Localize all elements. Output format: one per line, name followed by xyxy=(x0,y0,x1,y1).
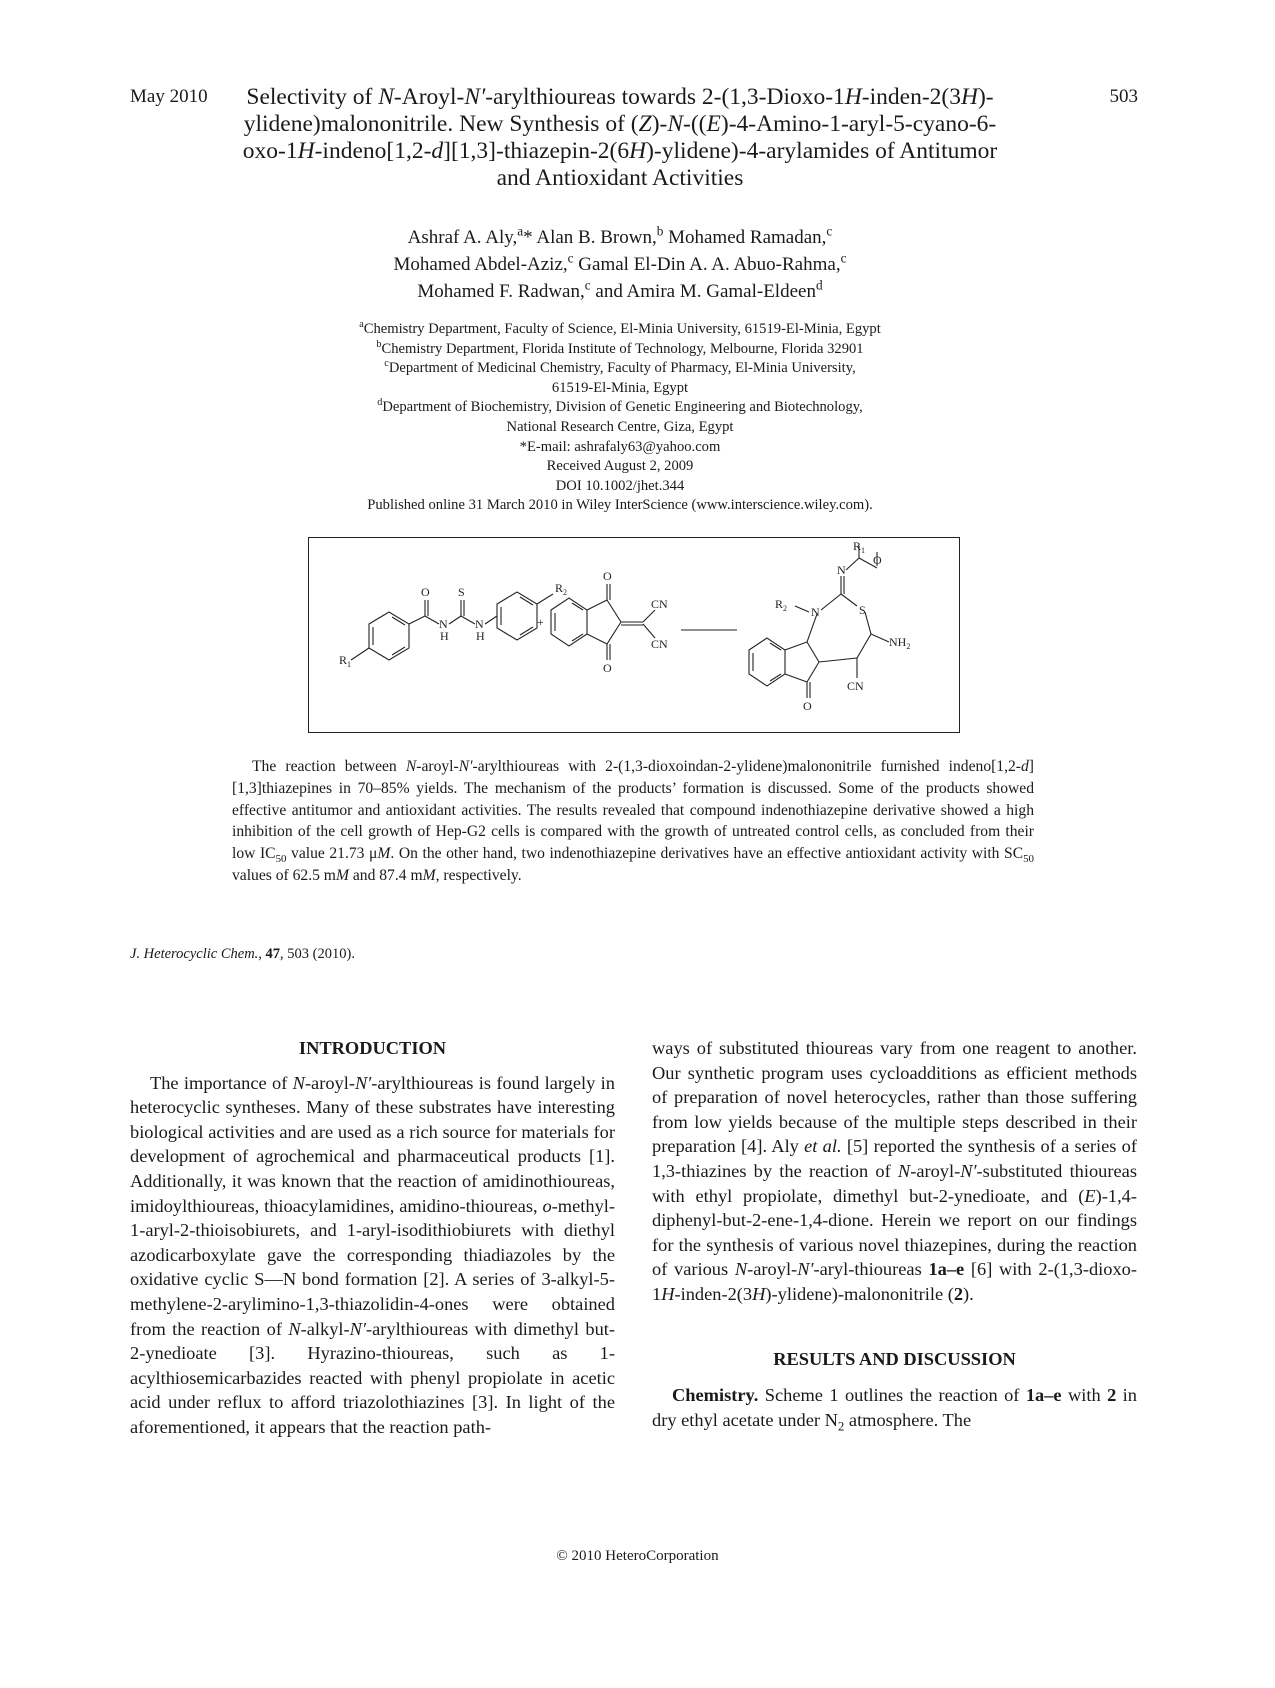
plus-sign: + xyxy=(537,615,544,629)
author: Mohamed Ramadan,$^c$ xyxy=(668,223,833,248)
results-paragraph: Chemistry. Scheme 1 outlines the reaction of 1a–e with 2 in dry ethyl acetate under $N_2$ atmosphere. The xyxy=(652,1385,1137,1434)
right-column xyxy=(652,1036,1137,1432)
imine-n-label: N xyxy=(837,563,846,577)
abstract: The reaction between N-aroyl-N′-arylthioureas with 2-(1,3-dioxoindan-2-ylidene)malononitrile furnished indeno[1,2-d][1,3]thiazepines in 70–85% yields. The mechanism of the products’ formation is discussed. Some of the products showed effective antitumor and antioxidant activities. The results revealed that compound indenothiazepine derivative showed a high inhibition of the cell growth of Hep-G2 cells is compared with the growth of untreated control cells, as concluded from their low $IC_{50}$ value 21.73 μM. On the other hand, two indenothiazepine derivatives have an effective antioxidant activity with $SC_{50}$ values of 62.5 mM and 87.4 mM, respectively. xyxy=(232,758,1034,884)
product-cn-label: CN xyxy=(847,679,864,693)
nh-h2-label: H xyxy=(476,629,485,643)
indane-benzene-ring xyxy=(551,598,587,646)
product-r1-label: $R_1$ xyxy=(853,539,866,555)
author: and Amira M. Gamal-Eldeen$^d$ xyxy=(595,277,823,302)
left-column xyxy=(130,1036,615,1440)
journal-citation: J. Heterocyclic Chem., 47, 503 (2010). xyxy=(130,946,355,962)
dione-o-top: O xyxy=(603,569,612,583)
article-title: Selectivity of N-Aroyl-N′-arylthioureas towards 2-(1,3-Dioxo-1H-inden-2(3H)-ylidene)malononitrile. New Synthesis of (Z)-N-((E)-4-Amino-1-aryl-5-cyano-6-oxo-1H-indeno[1,2-d][1,3]-thiazepin-2(6H)-ylidene)-4-arylamides of Antitumor and Antioxidant Activities xyxy=(242,84,998,191)
cn-top-label: CN xyxy=(651,597,668,611)
author: Gamal El-Din A. A. Abuo-Rahma,$^c$ xyxy=(578,250,847,275)
author-list xyxy=(240,224,1000,305)
author: Mohamed Abdel-Aziz,$^c$ xyxy=(393,250,574,275)
author: Ashraf A. Aly,$^a$* xyxy=(407,223,533,248)
product-benzene-ring xyxy=(749,638,785,686)
author: Alan B. Brown,$^b$ xyxy=(536,223,664,248)
dione-o-bottom: O xyxy=(603,661,612,675)
cn-bottom-label: CN xyxy=(651,637,668,651)
copyright-footer: © 2010 HeteroCorporation xyxy=(556,1548,719,1564)
scheme-drawing xyxy=(309,538,961,734)
affiliation: $^b$Chemistry Department, Florida Institute of Technology, Melbourne, Florida 32901 xyxy=(376,338,864,357)
affiliations xyxy=(240,320,1000,516)
ring-s-label: S xyxy=(859,603,866,617)
benzene-ring-r2 xyxy=(497,592,537,640)
carbonyl-o-label: O xyxy=(421,585,430,599)
nh-n2-label: N xyxy=(475,617,484,631)
nh-n-label: N xyxy=(439,617,448,631)
affiliation: $^d$Department of Biochemistry, Division of Genetic Engineering and Biotechnology, National Research Centre, Giza, Egypt xyxy=(377,397,863,435)
amide-o-label: O xyxy=(873,553,882,567)
affiliation: $^c$Department of Medicinal Chemistry, Faculty of Pharmacy, El-Minia University, 61519-El-Minia, Egypt xyxy=(384,358,856,396)
introduction-continued: ways of substituted thioureas vary from one reagent to another. Our synthetic program uses cycloadditions as efficient methods of preparation of novel heterocycles, rather than those suffering from low yields because of the multiple steps described in their preparation [4]. Aly et al. [5] reported the synthesis of a series of 1,3-thiazines by the reaction of N-aroyl-N′-substituted thioureas with ethyl propiolate, dimethyl but-2-ynedioate, and (E)-1,4-diphenyl-but-2-ene-1,4-dione. Herein we report on our findings for the synthesis of various novel thiazepines, during the reaction of various N-aroyl-N′-aryl-thioureas 1a–e [6] with 2-(1,3-dioxo-1H-inden-2(3H)-ylidene)-malononitrile (2). xyxy=(652,1038,1137,1304)
affiliation: $^a$Chemistry Department, Faculty of Science, El-Minia University, 61519-El-Minia, Egypt xyxy=(359,319,881,337)
nh2-label: $NH_2$ xyxy=(889,635,911,651)
reaction-scheme xyxy=(308,537,960,733)
product-o-label: O xyxy=(803,699,812,713)
email[interactable]: *E-mail: ashrafaly63@yahoo.com xyxy=(519,438,721,455)
r1-label: $R_1$ xyxy=(339,653,352,669)
results-heading: RESULTS AND DISCUSSION xyxy=(773,1348,1016,1369)
benzene-ring-r1 xyxy=(369,612,409,660)
received-date: Received August 2, 2009 xyxy=(546,458,694,475)
page-number: 503 xyxy=(1109,86,1138,107)
running-date: May 2010 xyxy=(130,86,208,107)
r2-label: $R_2$ xyxy=(555,581,568,597)
thio-s-label: S xyxy=(458,585,465,599)
doi[interactable]: DOI 10.1002/jhet.344 xyxy=(555,477,685,494)
nh-h-label: H xyxy=(440,629,449,643)
ring-n-label: N xyxy=(811,605,820,619)
introduction-heading: INTRODUCTION xyxy=(298,1038,447,1058)
product-r2-label: $R_2$ xyxy=(775,597,788,613)
author: Mohamed F. Radwan,$^c$ xyxy=(417,277,591,302)
introduction-paragraph: The importance of N-aroyl-N′-arylthioureas is found largely in heterocyclic syntheses. Many of these substrates have interesting biological activities and are used as a rich source for materials for development of agrochemical and pharmaceutical products [1]. Additionally, it was known that the reaction of amidinothioureas, imidoylthioureas, thioacylamidines, amidino-thioureas, o-methyl-1-aryl-2-thioisobiurets, and 1-aryl-isodithiobiurets with diethyl azodicarboxylate gave the corresponding thiadiazoles by the oxidative cyclic S—N bond formation [2]. A series of 3-alkyl-5-methylene-2-arylimino-1,3-thiazolidin-4-ones were obtained from the reaction of N-alkyl-N′-arylthioureas with dimethyl but-2-ynedioate [3]. Hyrazino-thioureas, such as 1-acylthiosemicarbazides reacted with phenyl propiolate in acetic acid under reflux to afford triazolothiazines [3]. In light of the aforementioned, it appears that the reaction path- xyxy=(130,1072,615,1437)
published-online: Published online 31 March 2010 in Wiley InterScience (www.interscience.wiley.com). xyxy=(367,497,873,514)
